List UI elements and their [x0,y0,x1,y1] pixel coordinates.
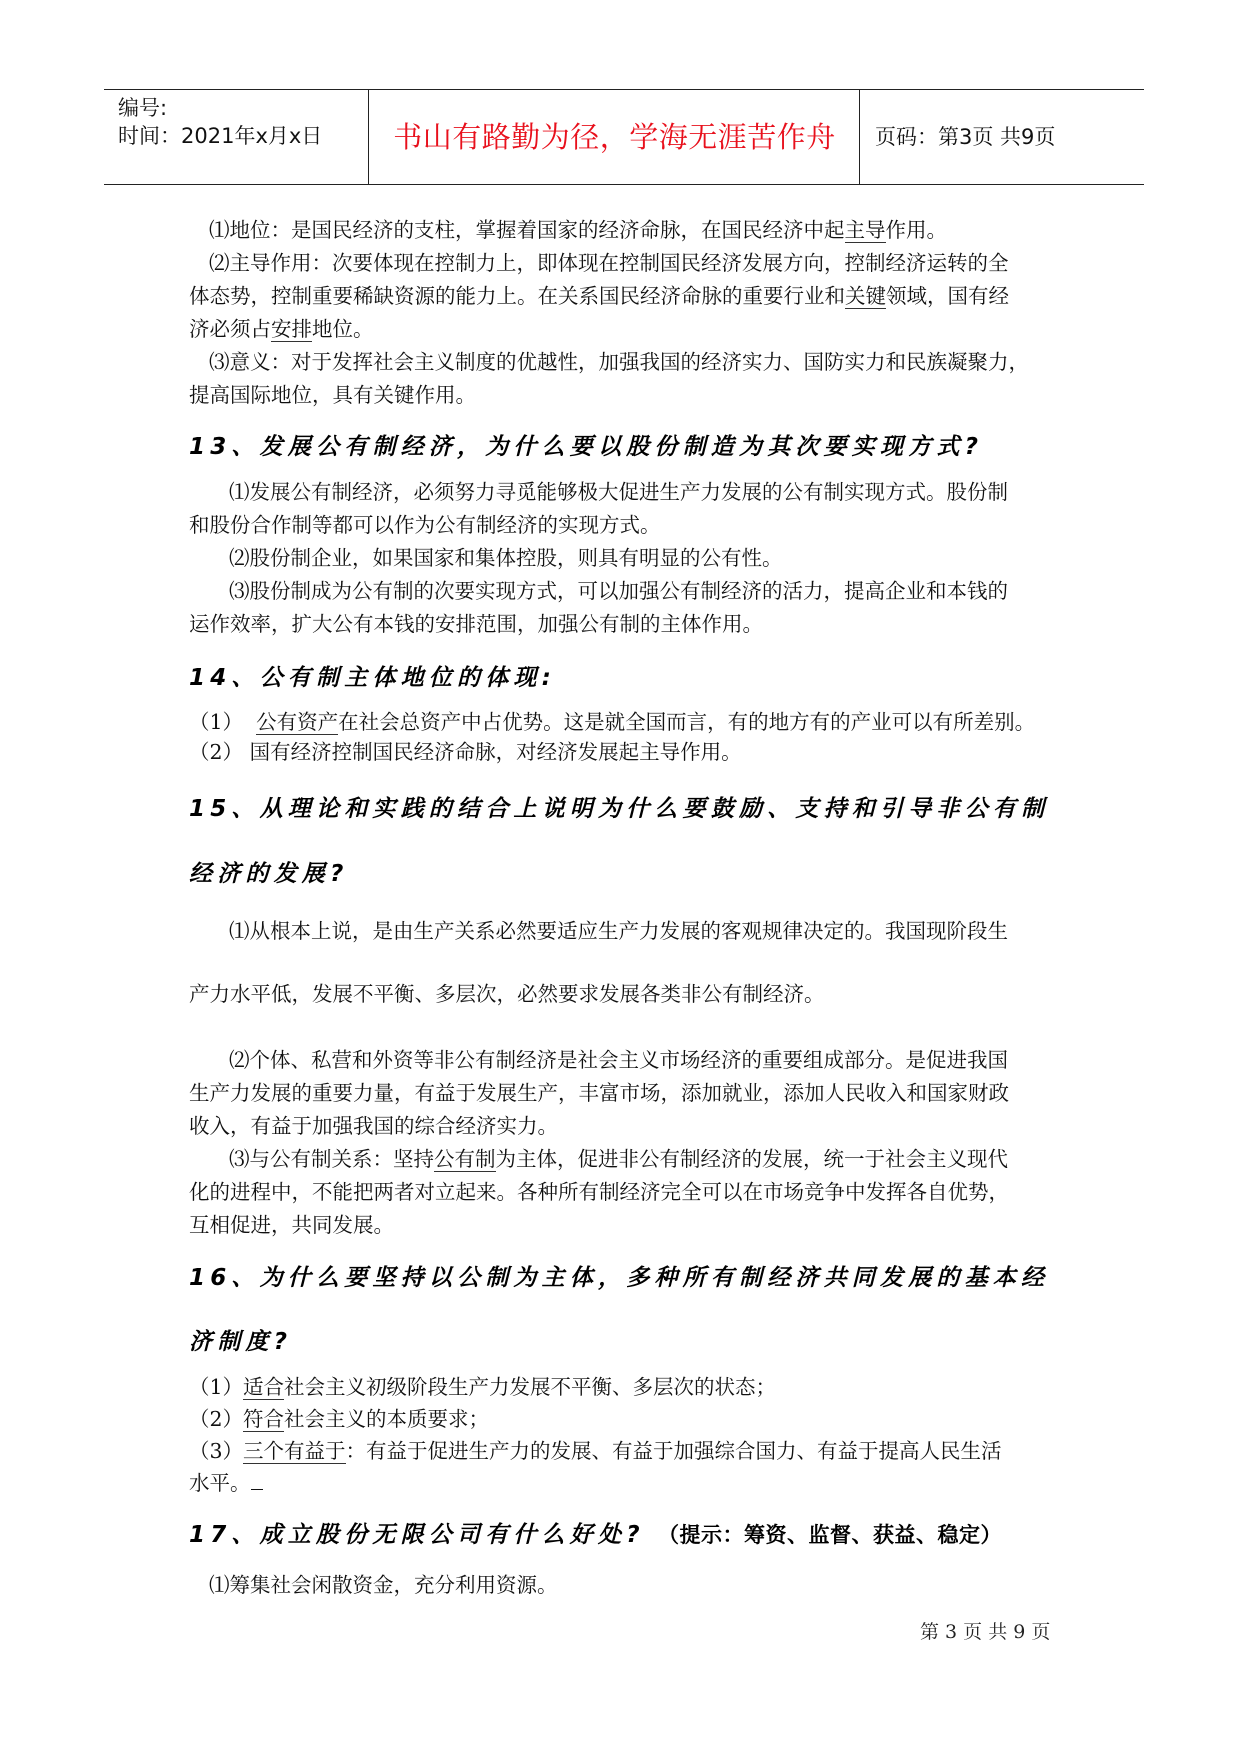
section-heading-16: 16、为什么要坚持以公制为主体，多种所有制经济共同发展的基本经 [189,1265,1050,1291]
section-heading-17: 17、成立股份无限公司有什么好处? （提示：筹资、监督、获益、稳定） [189,1522,1002,1548]
underlined-term: 主导 [844,218,886,242]
section-heading-13: 13、发展公有制经济，为什么要以股份制造为其次要实现方式? [189,434,984,460]
underlined-term: 公有资产 [256,710,339,734]
underlined-term: 公有制 [434,1147,496,1171]
underlined-term: 三个有益于 [243,1439,346,1463]
paragraph-line: 和股份合作制等都可以作为公有制经济的实现方式。 [189,513,661,537]
list-item: （3）三个有益于：有益于促进生产力的发展、有益于加强综合国力、有益于提高人民生活 [189,1439,1002,1463]
list-item-line: 水平。 [189,1469,263,1497]
list-item: （1） 公有资产在社会总资产中占优势。这是就全国而言，有的地方有的产业可以有所差别。 [189,710,1036,734]
header-meta [118,94,322,150]
paragraph: ⑵股份制企业，如果国家和集体控股，则具有明显的公有性。 [229,546,783,570]
paragraph-line: 运作效率，扩大公有本钱的安排范围，加强公有制的主体作用。 [189,612,763,636]
header-page-info: 页码：第3页 共9页 [875,125,1056,149]
underlined-term: 适合 [243,1375,285,1399]
paragraph-line: 体态势，控制重要稀缺资源的能力上。在关系国民经济命脉的重要行业和关键领域，国有经 [189,284,1009,308]
paragraph: ⑶股份制成为公有制的次要实现方式，可以加强公有制经济的活力，提高企业和本钱的 [229,579,1008,603]
paragraph-line: 收入，有益于加强我国的综合经济实力。 [189,1114,558,1138]
list-item: （1）适合社会主义初级阶段生产力发展不平衡、多层次的状态； [189,1375,777,1399]
paragraph-line: 提高国际地位，具有关键作用。 [189,383,476,407]
underlined-term: 符合 [243,1407,285,1431]
paragraph-line: 产力水平低，发展不平衡、多层次，必然要求发展各类非公有制经济。 [189,982,825,1006]
page-header [104,89,1144,185]
header-divider [368,90,369,184]
time-label: 时间：2021年x月x日 [118,124,323,148]
section-heading-14: 14、公有制主体地位的体现: [189,665,557,691]
paragraph: ⑴从根本上说，是由生产关系必然要适应生产力发展的客观规律决定的。我国现阶段生 [229,919,1008,943]
section-heading-15: 15、从理论和实践的结合上说明为什么要鼓励、支持和引导非公有制 [189,796,1050,822]
paragraph: ⑵个体、私营和外资等非公有制经济是社会主义市场经济的重要组成部分。是促进我国 [229,1048,1008,1072]
paragraph-line: 化的进程中，不能把两者对立起来。各种所有制经济完全可以在市场竞争中发挥各自优势， [189,1180,1009,1204]
paragraph: ⑶与公有制关系：坚持公有制为主体，促进非公有制经济的发展，统一于社会主义现代 [229,1147,1008,1171]
paragraph: ⑴地位：是国民经济的支柱，掌握着国家的经济命脉，在国民经济中起主导作用。 [209,218,947,242]
header-motto: 书山有路勤为径，学海无涯苦作舟 [393,120,836,154]
paragraph-line: 生产力发展的重要力量，有益于发展生产，丰富市场，添加就业，添加人民收入和国家财政 [189,1081,1009,1105]
text-cursor [251,1471,263,1490]
underlined-term: 安排 [271,317,312,341]
paragraph: ⑴筹集社会闲散资金，充分利用资源。 [209,1573,558,1597]
paragraph: ⑵主导作用：次要体现在控制力上，即体现在控制国民经济发展方向，控制经济运转的全 [209,251,1009,275]
paragraph: ⑴发展公有制经济，必须努力寻觅能够极大促进生产力发展的公有制实现方式。股份制 [229,480,1008,504]
heading-hint: （提示：筹资、监督、获益、稳定） [657,1523,1002,1547]
number-label: 编号: [118,96,168,120]
list-item: （2）符合社会主义的本质要求； [189,1407,490,1431]
header-divider [859,90,860,184]
paragraph-line: 互相促进，共同发展。 [189,1213,394,1237]
page-footer: 第 3 页 共 9 页 [920,1621,1051,1643]
section-heading-15-cont: 经济的发展? [189,861,349,887]
paragraph: ⑶意义：对于发挥社会主义制度的优越性，加强我国的经济实力、国防实力和民族凝聚力， [209,350,1029,374]
list-item: （2） 国有经济控制国民经济命脉，对经济发展起主导作用。 [189,740,742,764]
section-heading-16-cont: 济制度? [189,1329,293,1355]
underlined-term: 关键 [845,284,886,308]
paragraph-line: 济必须占安排地位。 [189,317,374,341]
